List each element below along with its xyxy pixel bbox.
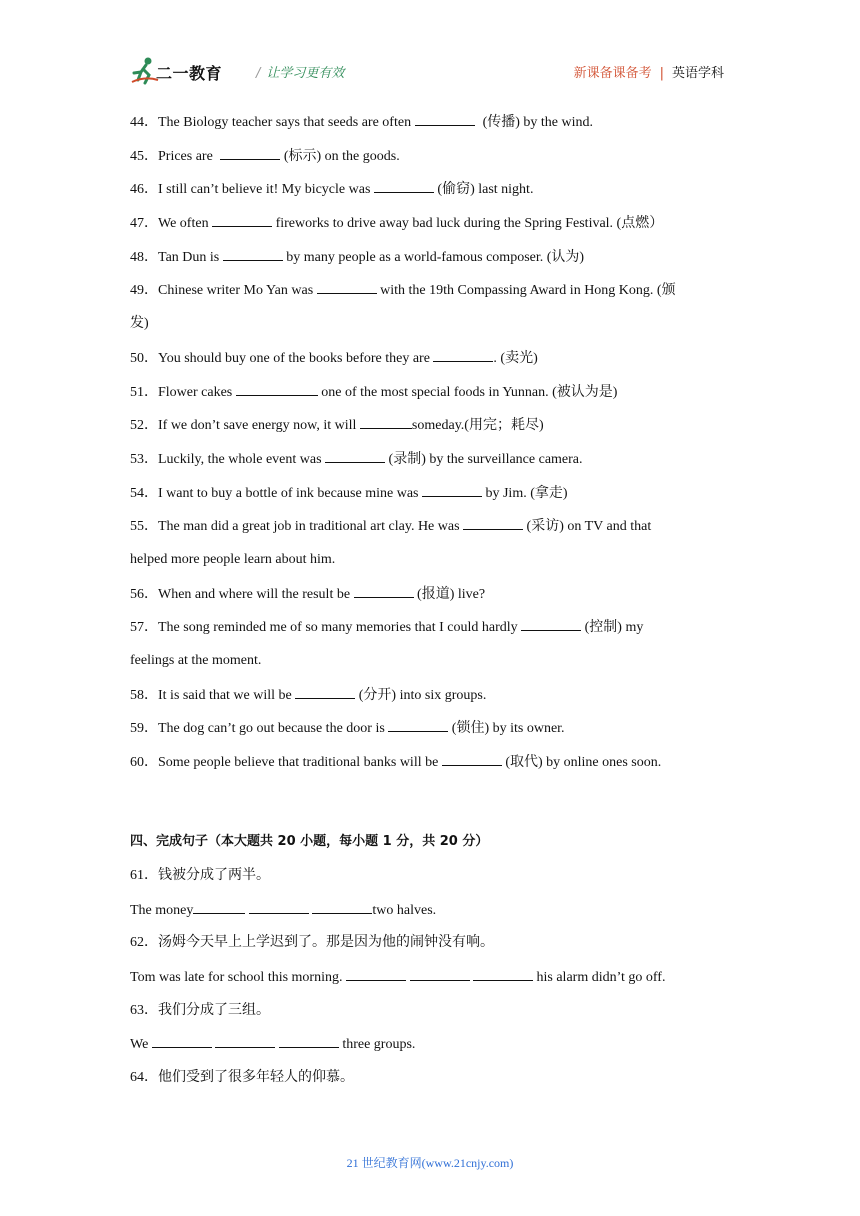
question-59: 59．The dog can’t go out because the door is (锁住) by its owner.	[130, 717, 730, 751]
answer-blank[interactable]	[354, 583, 414, 598]
answer-blank[interactable]	[317, 279, 377, 294]
answer-blank[interactable]	[422, 482, 482, 497]
answer-61: The money two halves.	[130, 899, 730, 933]
exercise-list	[130, 111, 730, 785]
answer-blank[interactable]	[212, 212, 272, 227]
answer-blank[interactable]	[433, 347, 493, 362]
answer-blank[interactable]	[360, 414, 412, 429]
tag-left: 新课备课备考	[573, 66, 652, 81]
question-55-cont: helped more people learn about him.	[130, 551, 336, 567]
answer-blank[interactable]	[215, 1033, 275, 1048]
question-61: 61．钱被分成了两半。	[130, 868, 270, 883]
answer-blank[interactable]	[410, 966, 470, 981]
answer-62: Tom was late for school this morning. his alarm didn’t go off.	[130, 966, 730, 1000]
subject-tag	[574, 62, 724, 81]
slogan-text: 让学习更有效	[266, 66, 345, 81]
answer-blank[interactable]	[193, 899, 245, 914]
question-52: 52．If we don’t save energy now, it will someday.(用完；耗尽)	[130, 414, 730, 448]
section-title: 四、完成句子（本大题共 20 小题，每小题 1 分，共 20 分）	[130, 834, 489, 849]
question-58: 58．It is said that we will be (分开) into six groups.	[130, 684, 730, 718]
question-44: 44．The Biology teacher says that seeds are often (传播) by the wind.	[130, 111, 730, 145]
answer-63: We three groups.	[130, 1033, 730, 1067]
question-60: 60．Some people believe that traditional banks will be (取代) by online ones soon.	[130, 751, 730, 785]
answer-blank[interactable]	[415, 111, 475, 126]
logo-text: 二一教育	[156, 64, 223, 83]
question-57-cont: feelings at the moment.	[130, 653, 262, 668]
question-55: 55．The man did a great job in traditional art clay. He was (采访) on TV and that	[130, 515, 730, 549]
answer-blank[interactable]	[220, 145, 280, 160]
answer-blank[interactable]	[223, 246, 283, 261]
question-63: 63．我们分成了三组。	[130, 1002, 270, 1018]
question-54: 54．I want to buy a bottle of ink because mine was by Jim. (拿走)	[130, 482, 730, 516]
question-62: 62．汤姆今天早上上学迟到了。那是因为他的闹钟没有响。	[130, 935, 494, 951]
question-49-cont: 发)	[130, 316, 149, 332]
question-49: 49．Chinese writer Mo Yan was with the 19th Compassing Award in Hong Kong. (颁	[130, 279, 730, 313]
question-53: 53．Luckily, the whole event was (录制) by the surveillance camera.	[130, 448, 730, 482]
answer-blank[interactable]	[295, 684, 355, 699]
question-56: 56．When and where will the result be (报道) live?	[130, 583, 730, 617]
answer-blank[interactable]	[473, 966, 533, 981]
question-64: 64．他们受到了很多年轻人的仰慕。	[130, 1070, 354, 1086]
answer-blank[interactable]	[325, 448, 385, 463]
answer-blank[interactable]	[312, 899, 372, 914]
answer-blank[interactable]	[249, 899, 309, 914]
footer: 21 世纪教育网(www.21cnjy.com)	[346, 1156, 514, 1170]
question-57: 57．The song reminded me of so many memories that I could hardly (控制) my	[130, 616, 730, 650]
slogan: / 让学习更有效	[256, 66, 345, 81]
question-48: 48．Tan Dun is by many people as a world-famous composer. (认为)	[130, 246, 730, 280]
answer-blank[interactable]	[463, 515, 523, 530]
answer-blank[interactable]	[152, 1033, 212, 1048]
tag-subject: 英语学科	[671, 66, 724, 81]
page-header	[130, 56, 730, 90]
question-51: 51．Flower cakes one of the most special foods in Yunnan. (被认为是)	[130, 381, 730, 415]
section-4	[130, 831, 730, 1101]
answer-blank[interactable]	[346, 966, 406, 981]
answer-blank[interactable]	[388, 717, 448, 732]
answer-blank[interactable]	[521, 616, 581, 631]
question-46: 46．I still can’t believe it! My bicycle was (偷窃) last night.	[130, 178, 730, 212]
logo	[130, 56, 242, 90]
answer-blank[interactable]	[374, 178, 434, 193]
tag-separator: |	[659, 66, 664, 81]
answer-blank[interactable]	[442, 751, 502, 766]
question-45: 45．Prices are (标示) on the goods.	[130, 145, 730, 179]
question-50: 50．You should buy one of the books before they are . (卖光)	[130, 347, 730, 381]
question-47: 47．We often fireworks to drive away bad luck during the Spring Festival. (点燃）	[130, 212, 730, 246]
answer-blank[interactable]	[279, 1033, 339, 1048]
answer-blank[interactable]	[236, 381, 318, 396]
